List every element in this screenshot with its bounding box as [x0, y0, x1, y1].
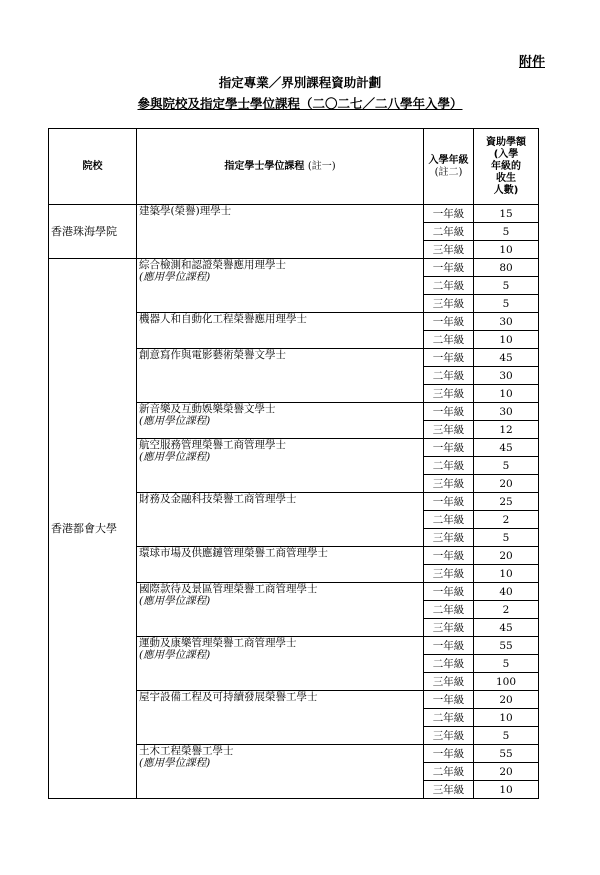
header-institution: 院校 [49, 129, 137, 205]
programme-type-note: (應用學位課程) [139, 757, 211, 769]
subsidised-places: 5 [474, 457, 539, 475]
subsidised-places: 10 [474, 781, 539, 799]
subsidised-places: 5 [474, 727, 539, 745]
table-body [49, 205, 539, 799]
subsidised-places: 80 [474, 259, 539, 277]
subsidised-places: 15 [474, 205, 539, 223]
admission-year: 三年級 [424, 475, 474, 493]
institution-name: 香港都會大學 [49, 259, 137, 799]
admission-year: 二年級 [424, 223, 474, 241]
subsidised-places: 10 [474, 385, 539, 403]
header-programme-note: (註一) [307, 160, 336, 172]
programme-cell [137, 745, 424, 799]
programme-cell [137, 439, 424, 493]
programme-type-note: (應用學位課程) [139, 595, 211, 607]
programme-name: 綜合檢測和認證榮譽應用理學士 [139, 259, 286, 271]
subsidised-places: 45 [474, 349, 539, 367]
programme-name: 屋宇設備工程及可持續發展榮譽工學士 [139, 691, 318, 703]
programme-cell [137, 583, 424, 637]
subsidised-places: 10 [474, 241, 539, 259]
header-programme [137, 129, 424, 205]
institution-name: 香港珠海學院 [49, 205, 137, 259]
programme-name: 新音樂及互動娛樂榮譽文學士 [139, 403, 276, 415]
admission-year: 一年級 [424, 313, 474, 331]
programme-cell [137, 259, 424, 313]
admission-year: 二年級 [424, 709, 474, 727]
programme-cell [137, 547, 424, 583]
subsidised-places: 20 [474, 763, 539, 781]
document-title: 指定專業／界別課程資助計劃 [218, 75, 382, 90]
subsidised-places: 5 [474, 223, 539, 241]
admission-year: 一年級 [424, 349, 474, 367]
programme-cell [137, 637, 424, 691]
subsidised-places: 30 [474, 367, 539, 385]
admission-year: 二年級 [424, 277, 474, 295]
header-quota-line: 年級的 [491, 160, 521, 172]
subsidised-places: 12 [474, 421, 539, 439]
admission-year: 二年級 [424, 601, 474, 619]
document-subtitle [0, 94, 600, 112]
admission-year: 一年級 [424, 691, 474, 709]
admission-year: 三年級 [424, 727, 474, 745]
programme-type-note: (應用學位課程) [139, 415, 211, 427]
programme-name: 創意寫作與電影藝術榮譽文學士 [139, 349, 286, 361]
subsidised-places: 30 [474, 403, 539, 421]
admission-year: 二年級 [424, 457, 474, 475]
admission-year: 一年級 [424, 403, 474, 421]
document-subtitle-text: 參與院校及指定學士學位課程（二〇二七／二八學年入學） [137, 96, 463, 111]
programme-name: 航空服務管理榮譽工商管理學士 [139, 439, 286, 451]
programme-name: 機器人和自動化工程榮譽應用理學士 [139, 313, 307, 325]
subsidised-places: 10 [474, 709, 539, 727]
subsidised-places: 5 [474, 277, 539, 295]
subsidised-places: 45 [474, 439, 539, 457]
subsidised-places: 2 [474, 511, 539, 529]
admission-year: 一年級 [424, 547, 474, 565]
header-quota-line: (入學 [493, 148, 519, 160]
subsidised-places: 20 [474, 475, 539, 493]
subsidised-places: 2 [474, 601, 539, 619]
subsidised-places: 20 [474, 691, 539, 709]
admission-year: 二年級 [424, 511, 474, 529]
programme-name: 土木工程榮譽工學士 [139, 745, 234, 757]
admission-year: 一年級 [424, 205, 474, 223]
header-quota-line: 資助學額 [486, 136, 526, 148]
programme-name: 財務及金融科技榮譽工商管理學士 [139, 493, 297, 505]
programme-name: 國際款待及景區管理榮譽工商管理學士 [139, 583, 318, 595]
subsidised-places: 5 [474, 529, 539, 547]
annex-label: 附件 [518, 55, 545, 70]
admission-year: 一年級 [424, 259, 474, 277]
subsidised-places: 10 [474, 331, 539, 349]
admission-year: 一年級 [424, 439, 474, 457]
admission-year: 三年級 [424, 565, 474, 583]
admission-year: 一年級 [424, 493, 474, 511]
admission-year: 三年級 [424, 295, 474, 313]
table-row [49, 259, 539, 277]
programme-cell [137, 691, 424, 745]
programme-name: 建築學(榮譽)理學士 [139, 205, 232, 217]
programme-name: 環球市場及供應鏈管理榮譽工商管理學士 [139, 547, 328, 559]
subsidised-places: 5 [474, 655, 539, 673]
admission-year: 三年級 [424, 421, 474, 439]
admission-year: 一年級 [424, 637, 474, 655]
subsidised-places: 40 [474, 583, 539, 601]
header-quota-line: 人數) [493, 184, 519, 196]
subsidised-places: 25 [474, 493, 539, 511]
subsidised-places: 20 [474, 547, 539, 565]
admission-year: 一年級 [424, 745, 474, 763]
admission-year: 二年級 [424, 331, 474, 349]
admission-year: 三年級 [424, 385, 474, 403]
programme-cell [137, 205, 424, 259]
header-year-note: (註二) [434, 166, 463, 178]
admission-year: 二年級 [424, 655, 474, 673]
header-year-label: 入學年級 [428, 154, 469, 166]
subsidised-places: 100 [474, 673, 539, 691]
programme-cell [137, 493, 424, 547]
admission-year: 一年級 [424, 583, 474, 601]
header-quota [474, 129, 539, 205]
admission-year: 三年級 [424, 241, 474, 259]
admission-year: 三年級 [424, 781, 474, 799]
admission-year: 二年級 [424, 763, 474, 781]
admission-year: 三年級 [424, 673, 474, 691]
programme-cell [137, 403, 424, 439]
table-header-row [49, 129, 539, 205]
subsidised-places: 10 [474, 565, 539, 583]
programme-name: 運動及康樂管理榮譽工商管理學士 [139, 637, 297, 649]
header-quota-line: 收生 [496, 172, 516, 184]
programme-cell [137, 349, 424, 403]
subsidised-places: 55 [474, 745, 539, 763]
admission-year: 三年級 [424, 529, 474, 547]
admission-year: 三年級 [424, 619, 474, 637]
subsidised-places: 30 [474, 313, 539, 331]
header-programme-label: 指定學士學位課程 [224, 160, 305, 172]
admission-year: 二年級 [424, 367, 474, 385]
programme-type-note: (應用學位課程) [139, 271, 211, 283]
programme-type-note: (應用學位課程) [139, 649, 211, 661]
subsidised-places: 5 [474, 295, 539, 313]
table-row [49, 205, 539, 223]
programme-table [48, 128, 539, 799]
subsidised-places: 45 [474, 619, 539, 637]
header-year [424, 129, 474, 205]
programme-type-note: (應用學位課程) [139, 451, 211, 463]
subsidised-places: 55 [474, 637, 539, 655]
programme-cell [137, 313, 424, 349]
